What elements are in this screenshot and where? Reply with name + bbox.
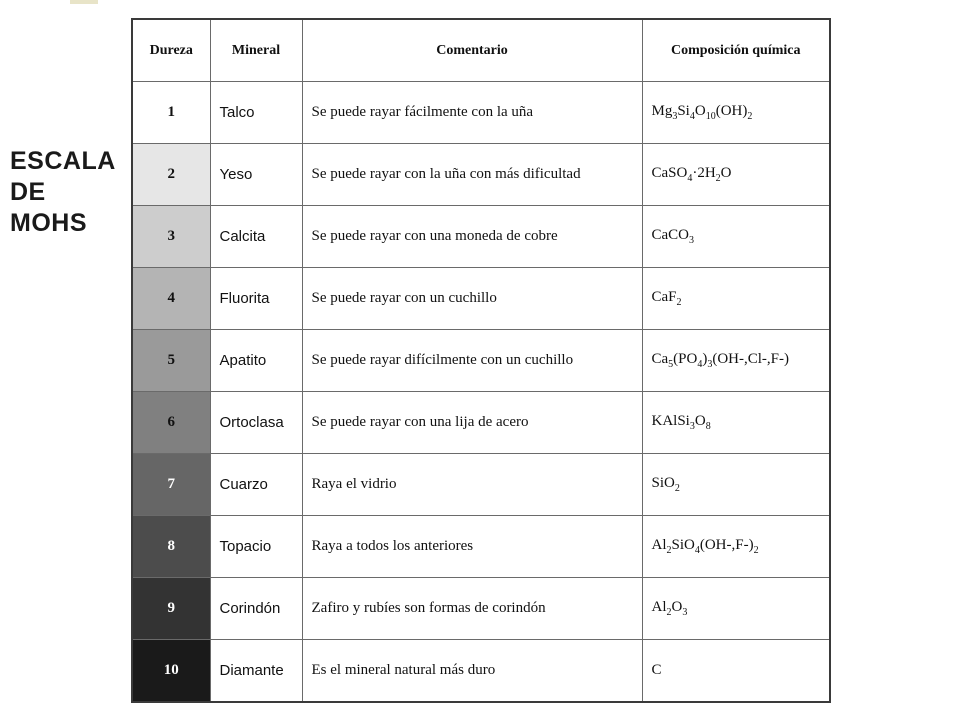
- formula-part: O: [694, 413, 706, 429]
- table-row: [132, 330, 830, 392]
- formula-part: CaF: [651, 289, 677, 305]
- formula-part: CaCO: [651, 227, 689, 243]
- formula-part: SiO: [671, 537, 695, 553]
- formula-part: KAlSi: [651, 413, 690, 429]
- mineral-cell: Yeso: [210, 144, 302, 206]
- header-comentario: Comentario: [302, 19, 642, 82]
- formula-subscript: 3: [672, 111, 678, 122]
- table-row: [132, 206, 830, 268]
- formula-part: O: [694, 103, 706, 119]
- formula-subscript: 2: [715, 173, 721, 184]
- formula-subscript: 4: [687, 173, 693, 184]
- formula-subscript: 2: [753, 545, 759, 556]
- formula-part: ): [702, 351, 708, 367]
- formula-subscript: 3: [689, 235, 694, 246]
- table-row: [132, 640, 830, 703]
- formula-subscript: 3: [707, 359, 713, 370]
- top-decoration: [70, 0, 98, 4]
- formula-part: (OH-,F-): [699, 537, 754, 553]
- comment-cell: Raya a todos los anteriores: [302, 516, 642, 578]
- formula-part: SiO: [651, 475, 675, 491]
- title-line: MOHS: [10, 209, 87, 237]
- formula-cell: [642, 206, 830, 268]
- formula-part: Al: [651, 599, 667, 615]
- formula-cell: [642, 268, 830, 330]
- formula-part: (PO: [673, 351, 698, 367]
- hardness-cell: 10: [132, 640, 210, 703]
- table-row: [132, 454, 830, 516]
- header-dureza: Dureza: [132, 19, 210, 82]
- formula-part: Mg: [651, 103, 673, 119]
- formula-cell: [642, 144, 830, 206]
- mineral-cell: Apatito: [210, 330, 302, 392]
- table-row: [132, 82, 830, 144]
- formula-subscript: 2: [666, 607, 672, 618]
- title-line: DE: [10, 178, 46, 206]
- mineral-cell: Corindón: [210, 578, 302, 640]
- header-mineral: Mineral: [210, 19, 302, 82]
- table-row: [132, 516, 830, 578]
- formula-subscript: 2: [747, 111, 753, 122]
- formula-cell: [642, 454, 830, 516]
- table-row: [132, 268, 830, 330]
- formula-part: (OH): [715, 103, 748, 119]
- header-composicion: Composición química: [642, 19, 830, 82]
- comment-cell: Es el mineral natural más duro: [302, 640, 642, 703]
- formula-subscript: 2: [666, 545, 672, 556]
- hardness-cell: 4: [132, 268, 210, 330]
- hardness-cell: 1: [132, 82, 210, 144]
- formula-subscript: 3: [682, 607, 688, 618]
- formula-cell: [642, 330, 830, 392]
- comment-cell: Se puede rayar con una lija de acero: [302, 392, 642, 454]
- mohs-scale-table: [131, 18, 831, 703]
- formula-subscript: 3: [689, 421, 695, 432]
- hardness-cell: 9: [132, 578, 210, 640]
- comment-cell: Se puede rayar con la uña con más dificultad: [302, 144, 642, 206]
- mineral-cell: Cuarzo: [210, 454, 302, 516]
- formula-part: (OH-,Cl-,F-): [712, 351, 789, 367]
- mineral-cell: Ortoclasa: [210, 392, 302, 454]
- comment-cell: Se puede rayar con un cuchillo: [302, 268, 642, 330]
- formula-subscript: 2: [676, 297, 682, 308]
- formula-cell: [642, 392, 830, 454]
- hardness-cell: 8: [132, 516, 210, 578]
- table-row: [132, 578, 830, 640]
- formula-subscript: 4: [689, 111, 695, 122]
- formula-part: Al: [651, 537, 667, 553]
- mineral-cell: Diamante: [210, 640, 302, 703]
- formula-subscript: 5: [668, 359, 674, 370]
- formula-part: O: [720, 165, 732, 181]
- mineral-cell: Topacio: [210, 516, 302, 578]
- mineral-cell: Talco: [210, 82, 302, 144]
- comment-cell: Se puede rayar con una moneda de cobre: [302, 206, 642, 268]
- formula-subscript: 2: [674, 483, 680, 494]
- comment-cell: Se puede rayar fácilmente con la uña: [302, 82, 642, 144]
- mineral-cell: Calcita: [210, 206, 302, 268]
- table-header-row: [132, 19, 830, 82]
- formula-subscript: 8: [705, 421, 711, 432]
- table-row: [132, 144, 830, 206]
- hardness-cell: 2: [132, 144, 210, 206]
- formula-part: O: [671, 599, 683, 615]
- formula-part: Si: [677, 103, 690, 119]
- comment-cell: Se puede rayar difícilmente con un cuchillo: [302, 330, 642, 392]
- formula-subscript: 10: [705, 111, 716, 122]
- formula-cell: [642, 82, 830, 144]
- comment-cell: Zafiro y rubíes son formas de corindón: [302, 578, 642, 640]
- comment-cell: Raya el vidrio: [302, 454, 642, 516]
- formula-part: CaSO: [651, 165, 688, 181]
- formula-cell: [642, 578, 830, 640]
- formula-part: C: [651, 662, 662, 678]
- hardness-cell: 3: [132, 206, 210, 268]
- formula-cell: [642, 640, 830, 703]
- table-row: [132, 392, 830, 454]
- formula-subscript: 4: [697, 359, 703, 370]
- page-title: [10, 146, 116, 239]
- formula-subscript: 4: [694, 545, 700, 556]
- formula-cell: [642, 516, 830, 578]
- hardness-cell: 7: [132, 454, 210, 516]
- formula-part: ·2H: [692, 165, 716, 181]
- hardness-cell: 5: [132, 330, 210, 392]
- title-line: ESCALA: [10, 147, 116, 175]
- formula-part: Ca: [651, 351, 669, 367]
- hardness-cell: 6: [132, 392, 210, 454]
- mineral-cell: Fluorita: [210, 268, 302, 330]
